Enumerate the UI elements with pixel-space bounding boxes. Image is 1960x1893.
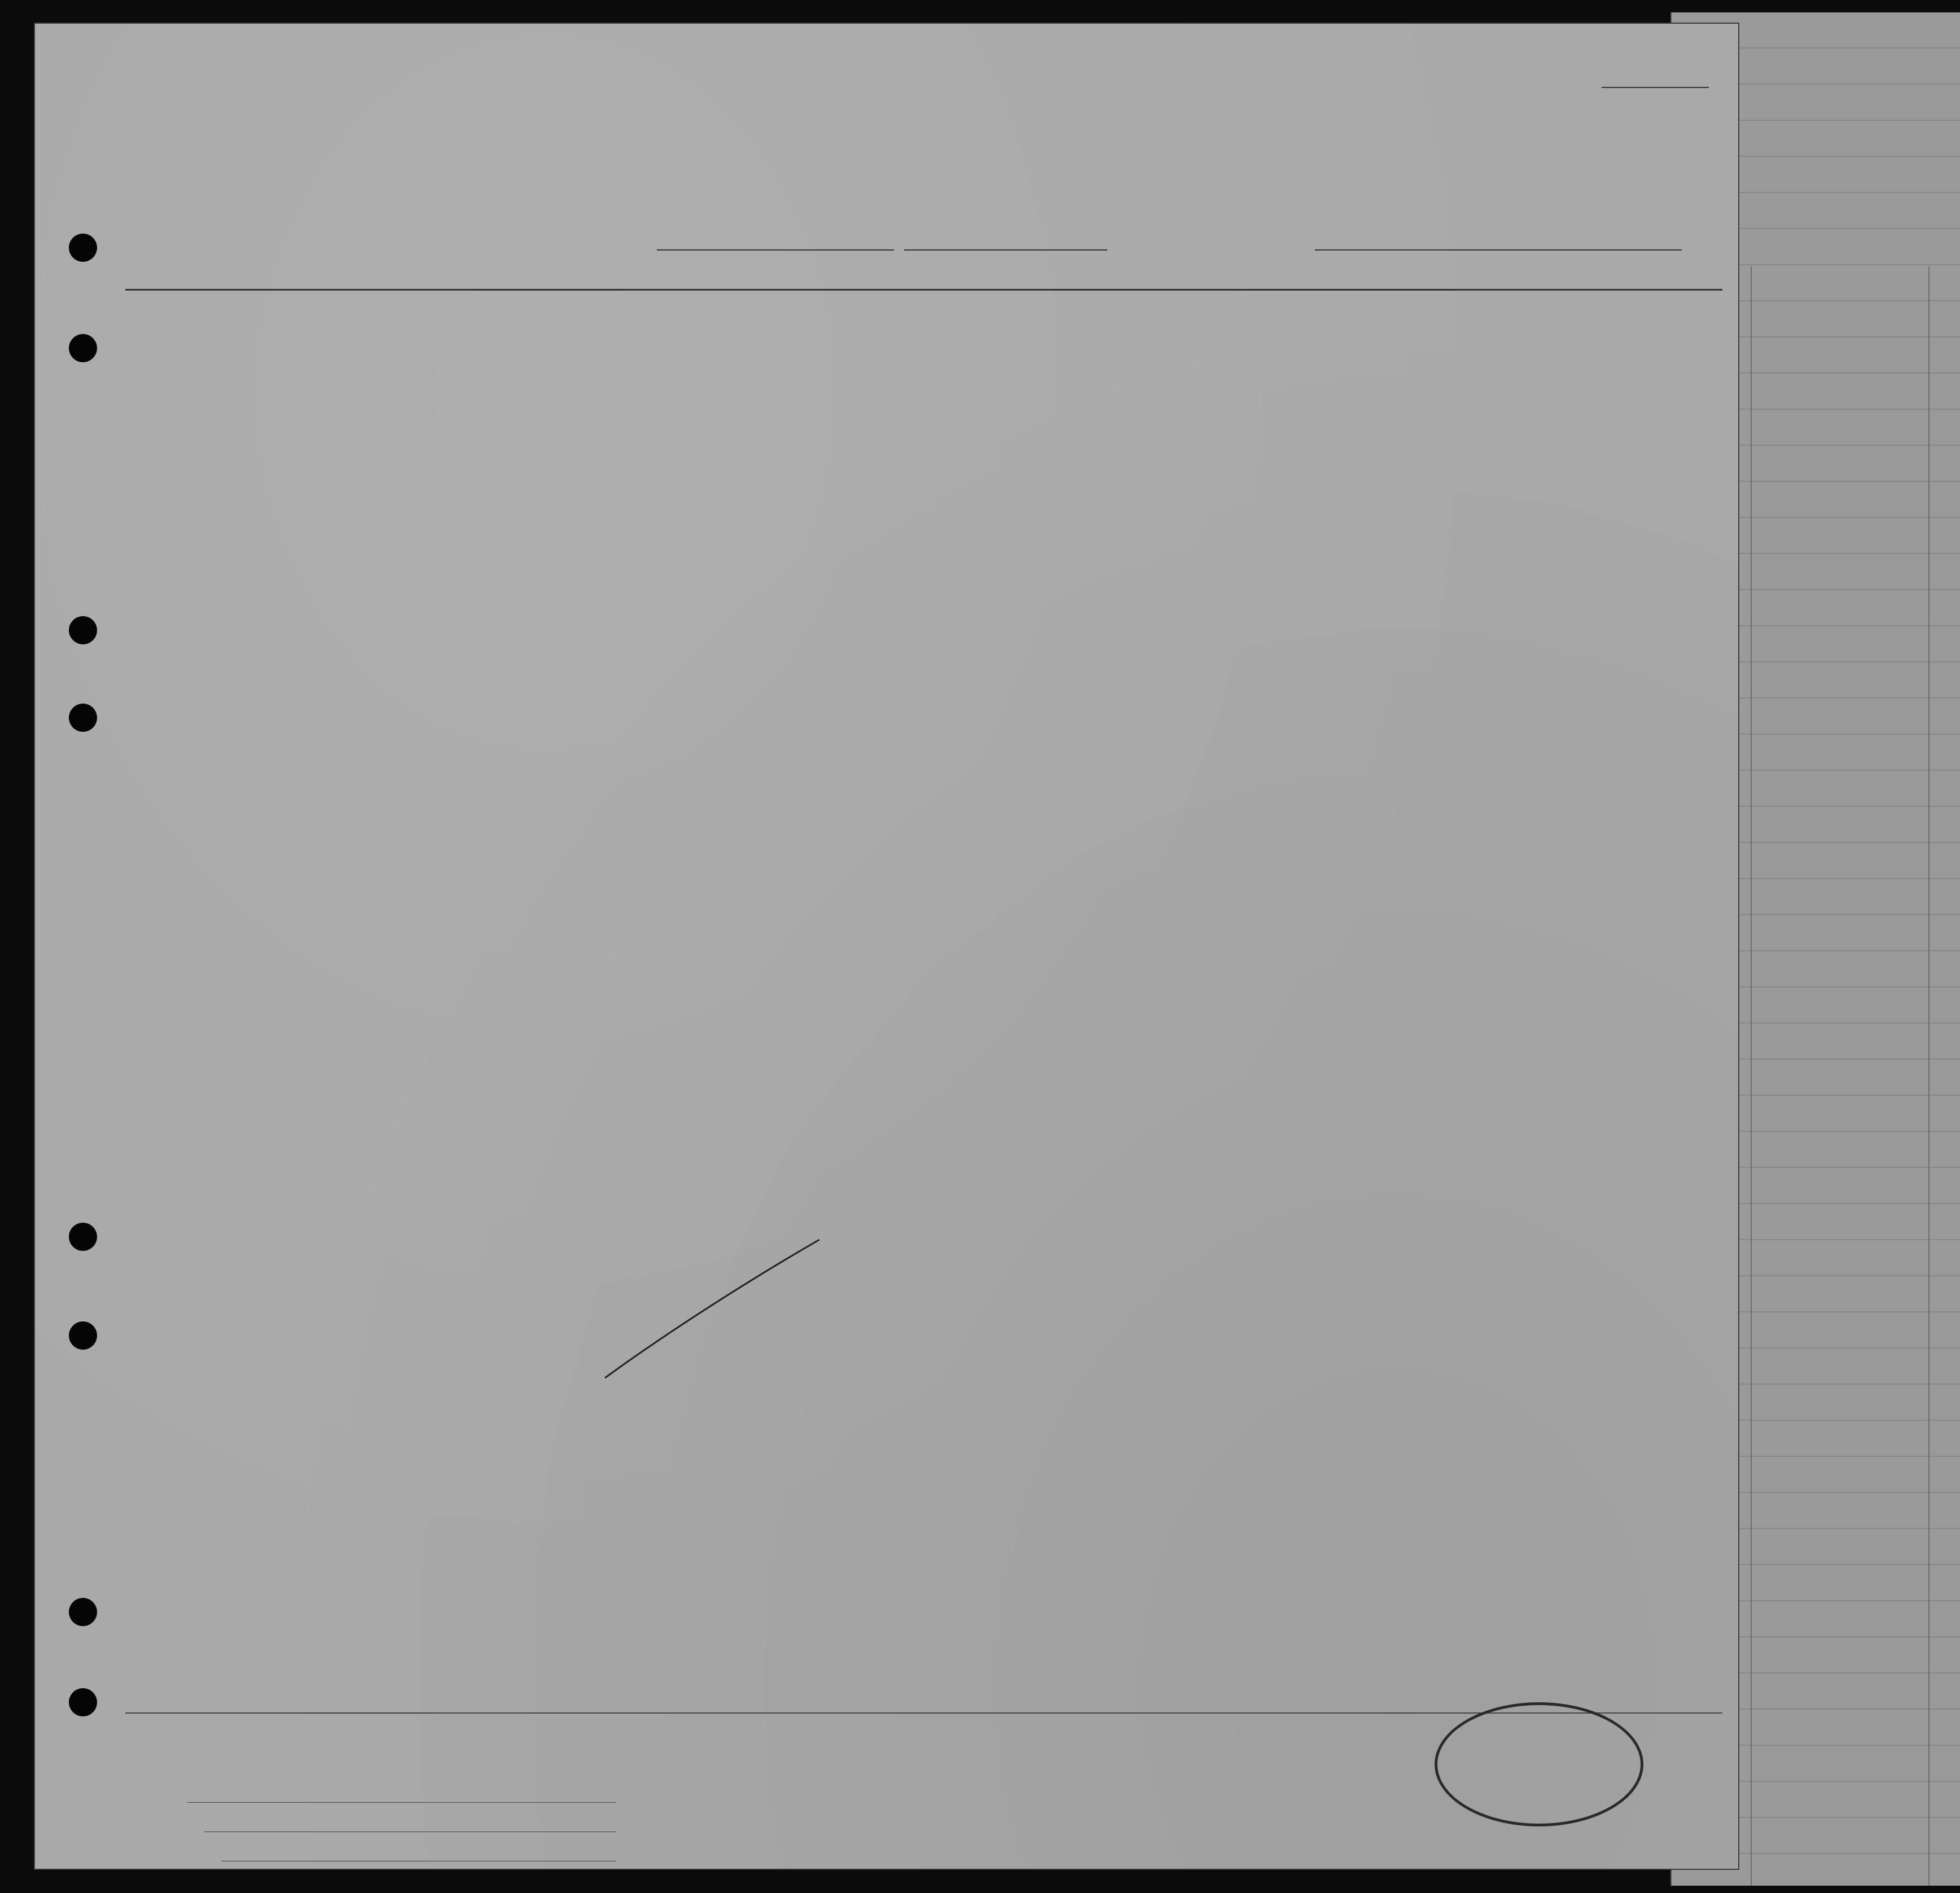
- punch-hole: [69, 334, 97, 362]
- manifest-table: [125, 289, 1722, 1714]
- punch-hole: [69, 1688, 97, 1716]
- stamp-bottom-text: [1439, 1775, 1639, 1803]
- footer-owners-rule: [204, 1831, 616, 1832]
- date-underline: [904, 249, 1107, 251]
- arriving-underline: [657, 249, 894, 251]
- punch-hole: [69, 1598, 97, 1626]
- from-port-underline: [1315, 249, 1682, 251]
- diagonal-stroke: [599, 1237, 825, 1383]
- punch-hole: [69, 704, 97, 732]
- office-stamp: [1435, 1702, 1643, 1826]
- punch-hole: [69, 1321, 97, 1350]
- punch-hole: [69, 234, 97, 262]
- footer-line-rule: [187, 1802, 616, 1803]
- punch-hole: [69, 1223, 97, 1251]
- punch-hole: [69, 616, 97, 644]
- sheet-underline: [1602, 87, 1709, 88]
- manifest-page: [35, 24, 1738, 1869]
